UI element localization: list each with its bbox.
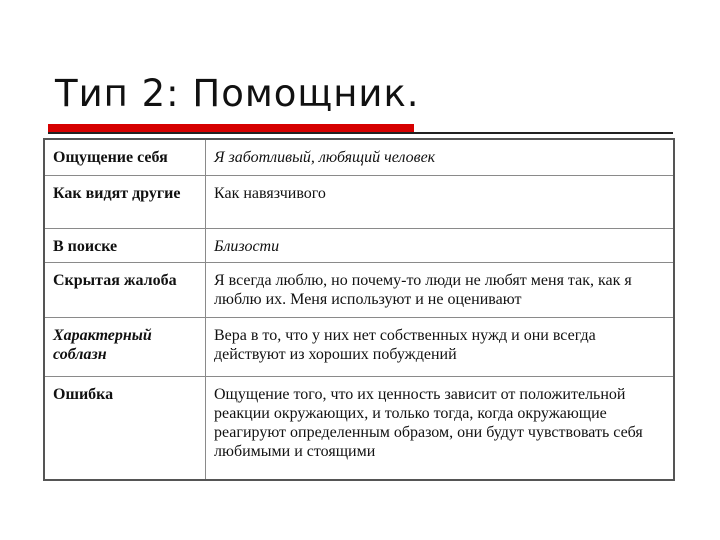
row-value-self-perception: Я заботливый, любящий человек [206,139,675,176]
row-value-temptation: Вера в то, что у них нет собственных нужд и они всегда действуют из хороших побуждений [206,318,675,377]
type-description-table [43,138,675,481]
type-description-table-container [43,138,675,481]
title-underline [48,132,673,134]
title-accent-bar [48,124,414,132]
row-label-how-others-see: Как видят другие [44,176,206,229]
table-row [44,229,674,263]
row-label-seeking: В поиске [44,229,206,263]
row-value-hidden-complaint: Я всегда люблю, но почему-то люди не любят меня так, как я люблю их. Меня используют и не оценивают [206,263,675,318]
row-label-temptation: Характерный соблазн [44,318,206,377]
row-label-mistake: Ошибка [44,377,206,481]
slide-title: Тип 2: Помощник. [55,72,420,115]
row-value-mistake: Ощущение того, что их ценность зависит от положительной реакции окружающих, и только тогда, когда окружающие реагируют определенным образом, они будут чувствовать себя любимыми и стоящими [206,377,675,481]
table-row [44,377,674,481]
row-value-how-others-see: Как навязчивого [206,176,675,229]
row-label-self-perception: Ощущение себя [44,139,206,176]
table-row [44,176,674,229]
row-label-hidden-complaint: Скрытая жалоба [44,263,206,318]
table-row [44,263,674,318]
table-row [44,318,674,377]
row-value-seeking: Близости [206,229,675,263]
table-row [44,139,674,176]
